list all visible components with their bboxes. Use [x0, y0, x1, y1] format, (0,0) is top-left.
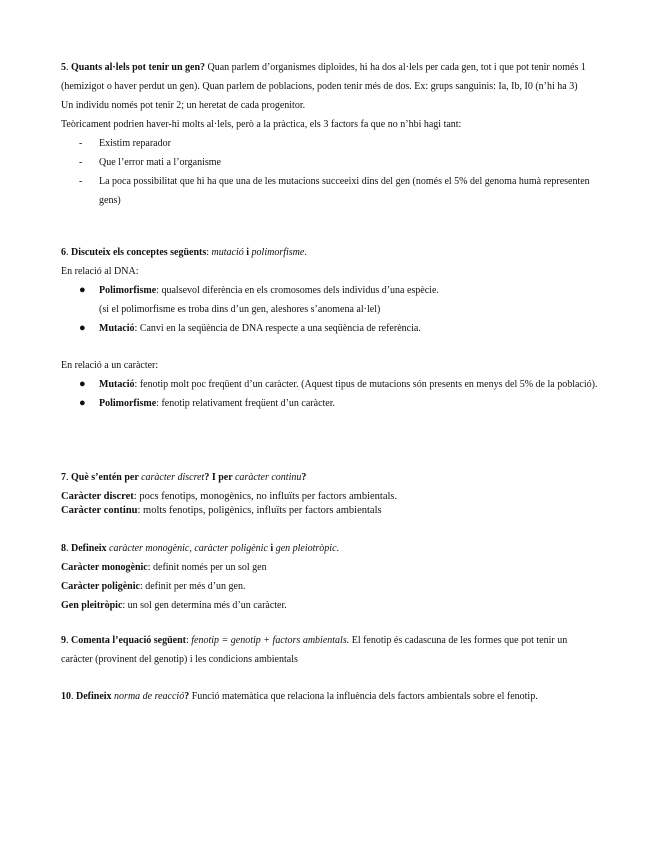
question-8: [61, 539, 601, 615]
character-section: [61, 356, 601, 413]
list-item: - La poca possibilitat que hi ha que una de les mutacions succeeixi dins del gen (només el 5% del genoma humà representen gens): [61, 172, 601, 210]
dna-list: [61, 281, 601, 338]
question-6-title: 6. Discuteix els conceptes següents: mutació i polimorfisme.: [61, 247, 307, 258]
question-6: [61, 243, 601, 338]
question-5-number: 5: [61, 62, 66, 73]
list-item: - Que l’error mati a l’organisme: [61, 153, 601, 172]
bullet-icon: ●: [79, 284, 86, 296]
character-list: [61, 375, 601, 413]
list-item: - Existim reparador: [61, 134, 601, 153]
question-7-title: 7. Què s’entén per caràcter discret? I per caràcter continu?: [61, 472, 307, 483]
question-5-text: Quan parlem d’organismes diploides, hi ha dos al·lels per cada gen, tot i que pot tenir només 1 (hemizigot o haver perdut un gen). Quan parlem de poblacions, poden tenir més de dos. Ex: grups sanguinis: Ia, Ib, I0 (n’hi ha 3): [61, 62, 586, 92]
bullet-icon: ●: [79, 397, 86, 409]
character-heading: En relació a un caràcter:: [61, 360, 159, 371]
polygenic-line: Caràcter poligènic: definit per més d’un gen.: [61, 581, 246, 592]
monogenic-line: Caràcter monogènic: definit només per un sol gen: [61, 562, 267, 573]
question-5-list: [61, 134, 601, 210]
dash-marker: -: [79, 157, 83, 168]
question-9: [61, 631, 601, 669]
list-item: ● Mutació: Canvi en la seqüència de DNA respecte a una seqüència de referència.: [61, 319, 601, 338]
question-9-paragraph: 9. Comenta l’equació següent: fenotip = genotip + factors ambientals. El fenotip és cadascuna de les formes que pot tenir un caràcter (provinent del genotip) i les condicions ambientals: [61, 635, 568, 665]
question-5: [61, 58, 601, 210]
continuous-line: Caràcter continu: molts fenotips, poligènics, influïts per factors ambientals: [61, 505, 382, 516]
question-8-title: 8. Defineix caràcter monogènic, caràcter poligènic i gen pleiotròpic.: [61, 543, 340, 554]
bullet-icon: ●: [79, 322, 86, 334]
pleiotropic-line: Gen pleitròpic: un sol gen determina més d’un caràcter.: [61, 600, 287, 611]
question-5-paragraph: 5. Quants al·lels pot tenir un gen? Quan parlem d’organismes diploides, hi ha dos al·lels per cada gen, tot i que pot tenir només 1 (hemizigot o haver perdut un gen). Quan parlem de poblacions, poden tenir més de dos. Ex: grups sanguinis: Ia, Ib, I0 (n’hi ha 3): [61, 62, 586, 92]
dash-marker: -: [79, 176, 83, 187]
bullet-icon: ●: [79, 378, 86, 390]
list-item: ● Mutació: fenotip molt poc freqüent d’un caràcter. (Aquest tipus de mutacions són presents en menys del 5% de la població).: [61, 375, 601, 394]
list-item: ● Polimorfisme: fenotip relativament freqüent d’un caràcter.: [61, 394, 601, 413]
question-7-answer: [61, 490, 601, 518]
question-5-line-3: Teòricament podrien haver-hi molts al·lels, però a la pràctica, els 3 factors fa que no n’hbi hagi tant:: [61, 119, 462, 130]
dna-heading: En relació al DNA:: [61, 266, 139, 277]
discrete-line: Caràcter discret: pocs fenotips, monogènics, no influïts per factors ambientals.: [61, 491, 398, 502]
dash-marker: -: [79, 138, 83, 149]
question-10-paragraph: 10. Defineix norma de reacció? Funció matemàtica que relaciona la influència dels factors ambientals sobre el fenotip.: [61, 691, 538, 702]
list-item: ● Polimorfisme: qualsevol diferència en els cromosomes dels individus d’una espècie. (si el polimorfisme es troba dins d’un gen, aleshores s’anomena al·lel): [61, 281, 601, 319]
question-10: [61, 687, 601, 706]
question-5-title: Quants al·lels pot tenir un gen?: [71, 62, 206, 73]
question-7: [61, 468, 601, 487]
question-5-line-2: Un individu només pot tenir 2; un heretat de cada progenitor.: [61, 100, 306, 111]
